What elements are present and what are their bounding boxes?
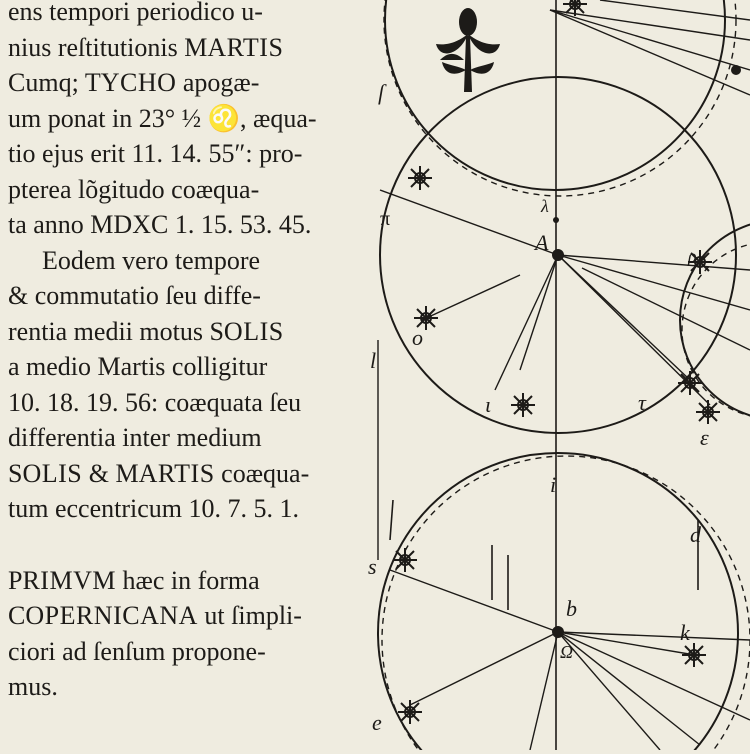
label-d: d [690, 522, 701, 547]
star-symbol [393, 548, 417, 572]
text-line: Cumq; TYCHO apogæ- [8, 68, 260, 97]
orbit-diagram-svg [360, 0, 750, 750]
text-line: nius reſtitutionis MARTIS [8, 32, 284, 62]
point-top-right [731, 65, 741, 75]
star-symbol [678, 371, 702, 395]
label-epsilon: ε [700, 425, 709, 450]
star-symbol [408, 166, 432, 190]
text-line: SOLIS & MARTIS coæqua- [8, 458, 310, 488]
text-line: pterea lõgitudo coæqua- [8, 174, 260, 204]
point-A [552, 249, 564, 261]
text-column [8, 0, 353, 705]
text-line: mus. [8, 672, 58, 701]
text-line: rentia medii motus SOLIS [8, 316, 284, 346]
fleuron-ornament [436, 8, 500, 92]
text-line: ciori ad ſenſum propone- [8, 636, 266, 666]
label-k: k [680, 620, 690, 645]
label-tau: τ [638, 390, 646, 415]
star-symbol [563, 0, 587, 16]
label-Omega: Ω [560, 642, 574, 662]
label-l: l [370, 348, 377, 373]
label-e: e [372, 710, 382, 735]
text-line: Eodem vero tempore [42, 245, 261, 275]
text-line: tum eccentricum 10. 7. 5. 1. [8, 494, 299, 523]
star-symbol [682, 643, 706, 667]
label-iota: ι [485, 392, 492, 417]
text-line: um ponat in 23° ½ ♌, æqua- [8, 103, 317, 133]
text-line: 10. 18. 19. 56: coæquata ſeu [8, 387, 302, 417]
orbit-circle-bottom [378, 453, 738, 750]
label-pi: π [380, 208, 391, 230]
vertical-strokes [390, 500, 698, 610]
label-rho: ρ [688, 246, 697, 266]
point-b [552, 626, 564, 638]
text-line: ta anno MDXC 1. 15. 53. 45. [8, 210, 312, 239]
orbit-diagram [360, 0, 750, 750]
text-line: tio ejus erit 11. 14. 55″: pro- [8, 139, 303, 168]
label-lambda: λ [541, 196, 549, 216]
label-A: A [535, 230, 549, 255]
rays-top [550, 0, 750, 95]
label-omicron: o [412, 325, 423, 350]
text-line: ens tempori periodico u- [8, 0, 263, 26]
text-line: COPERNICANA ut ſimpli- [8, 601, 302, 630]
star-symbol [511, 393, 535, 417]
point-lambda [553, 217, 559, 223]
label-b: b [566, 596, 577, 621]
star-symbol [398, 700, 422, 724]
label-s: s [368, 554, 377, 579]
text-line: differentia inter medium [8, 423, 262, 452]
text-line: a medio Martis colligitur [8, 352, 268, 381]
star-symbol [696, 400, 720, 424]
text-line: & commutatio ſeu diffe- [8, 281, 261, 310]
label-i: i [550, 472, 557, 497]
text-line: PRIMVM hæc in forma [8, 565, 260, 595]
label-sigma: ſ [378, 80, 385, 105]
